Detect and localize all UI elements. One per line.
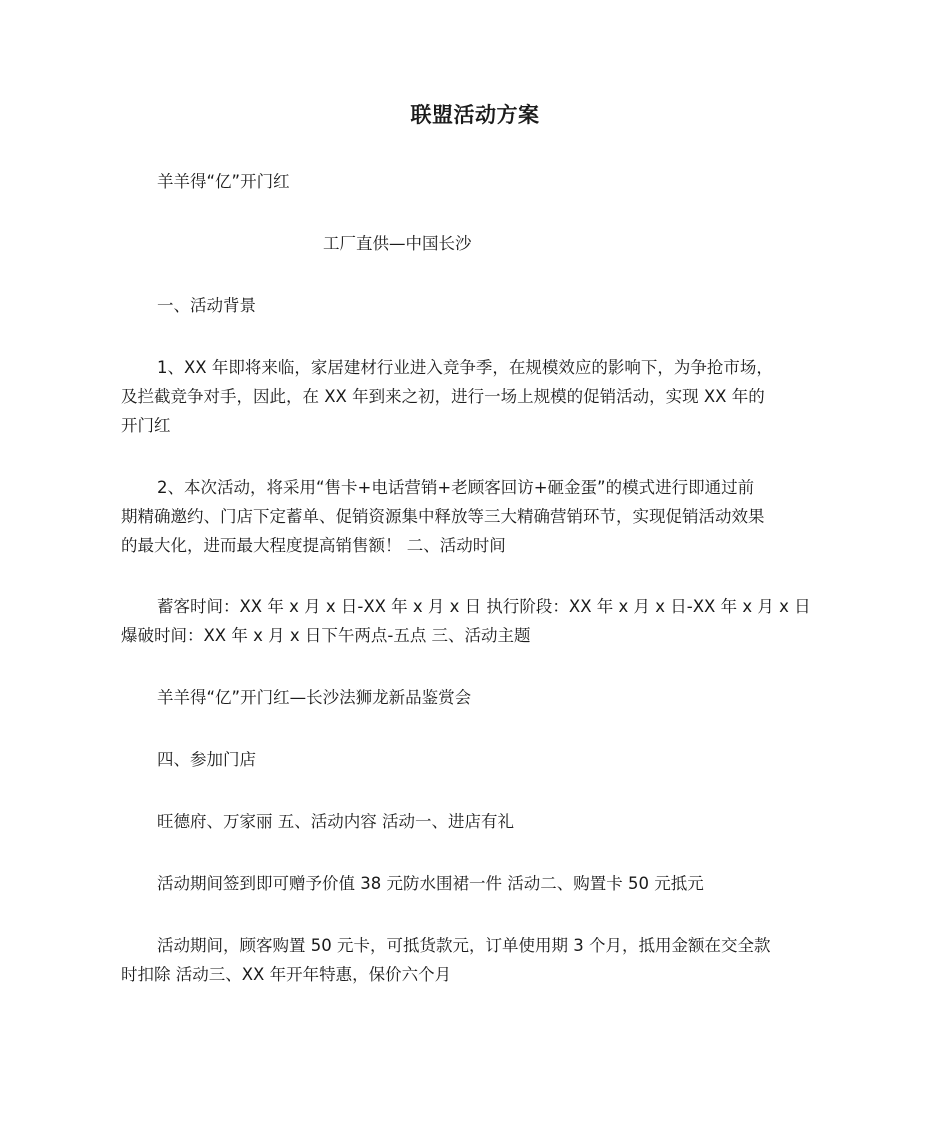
- paragraph-line: 蓄客时间：XX 年 x 月 x 日-XX 年 x 月 x 日 执行阶段：XX 年 x 月 x 日-XX 年 x 月 x 日: [157, 597, 811, 616]
- subtitle-factory: 工厂直供—中国长沙: [323, 234, 472, 253]
- paragraph-line: 期精确邀约、门店下定蓄单、促销资源集中释放等三大精确营销环节，实现促销活动效果: [121, 507, 765, 526]
- document-title: 联盟活动方案: [410, 103, 540, 127]
- paragraph-line: 时扣除 活动三、XX 年开年特惠，保价六个月: [121, 965, 452, 984]
- paragraph-background-1: [121, 353, 831, 440]
- paragraph-timeline: [121, 592, 831, 650]
- paragraph-stores: 旺德府、万家丽 五、活动内容 活动一、进店有礼: [157, 812, 514, 831]
- paragraph-theme: 羊羊得“亿”开门红—长沙法狮龙新品鉴赏会: [157, 688, 472, 707]
- section-heading-stores: 四、参加门店: [157, 750, 256, 769]
- paragraph-activity-2: [121, 931, 831, 989]
- subtitle-slogan: 羊羊得“亿”开门红: [157, 172, 290, 191]
- paragraph-activity-1: 活动期间签到即可赠予价值 38 元防水围裙一件 活动二、购置卡 50 元抵元: [157, 874, 704, 893]
- paragraph-line: 1、XX 年即将来临，家居建材行业进入竞争季，在规模效应的影响下，为争抢市场，: [157, 358, 773, 377]
- section-heading-background: 一、活动背景: [157, 296, 256, 315]
- paragraph-background-2: [121, 473, 831, 560]
- paragraph-line: 活动期间，顾客购置 50 元卡，可抵货款元，订单使用期 3 个月，抵用金额在交全款: [157, 936, 771, 955]
- paragraph-line: 及拦截竞争对手，因此，在 XX 年到来之初，进行一场上规模的促销活动，实现 XX 年的: [121, 387, 765, 406]
- paragraph-line: 开门红: [121, 416, 171, 435]
- paragraph-line: 爆破时间：XX 年 x 月 x 日下午两点-五点 三、活动主题: [121, 626, 531, 645]
- paragraph-line: 2、本次活动，将采用“售卡+电话营销+老顾客回访+砸金蛋”的模式进行即通过前: [157, 478, 755, 497]
- paragraph-line: 的最大化，进而最大程度提高销售额！ 二、活动时间: [121, 536, 506, 555]
